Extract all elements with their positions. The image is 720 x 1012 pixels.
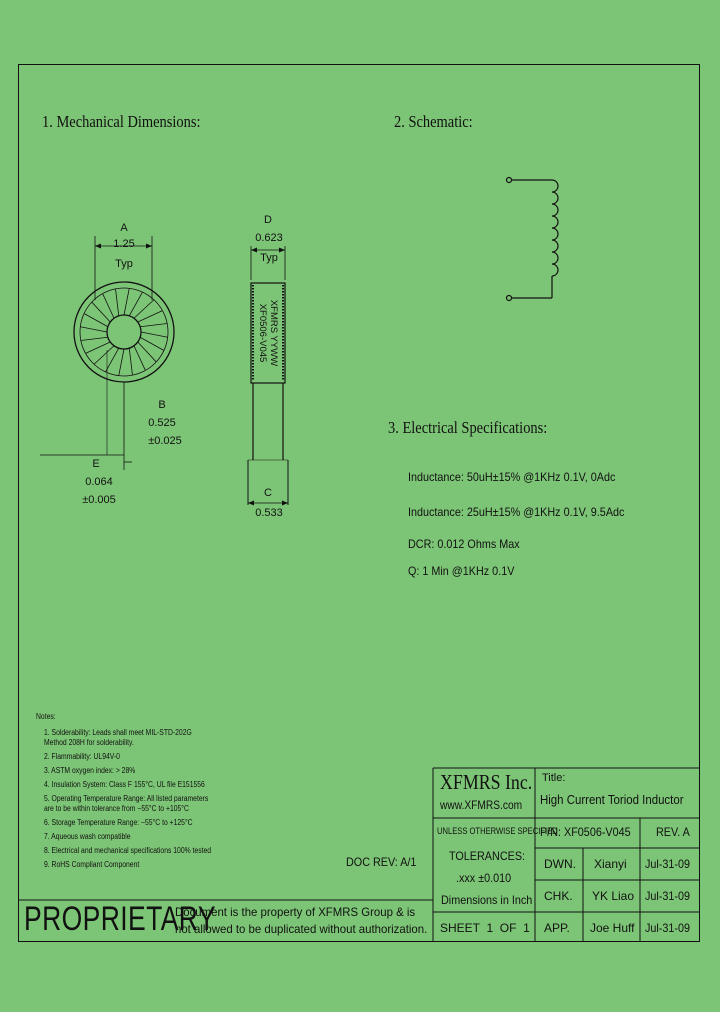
dim-b-label: B	[158, 399, 166, 411]
mechanical-dimensions-title: 1. Mechanical Dimensions:	[42, 112, 201, 131]
dim-e-tolerance: ±0.005	[82, 494, 116, 506]
toroid-top-view	[74, 282, 174, 382]
title-label: Title:	[542, 772, 566, 784]
spec-inductance-0adc: Inductance: 50uH±15% @1KHz 0.1V, 0Adc	[408, 470, 616, 484]
winding-line	[119, 349, 124, 376]
dim-b-tolerance: ±0.025	[148, 435, 182, 447]
winding-line	[138, 311, 163, 322]
dim-e-value: 0.064	[85, 476, 113, 488]
revision: REV. A	[656, 825, 690, 839]
note-item: Method 208H for solderability.	[44, 738, 134, 747]
dim-d-typ: Typ	[260, 252, 278, 264]
winding-line	[124, 288, 129, 315]
note-item: 3. ASTM oxygen index: > 28%	[44, 766, 136, 775]
dimensions-units: Dimensions in Inch	[441, 893, 533, 907]
app-label: APP.	[544, 921, 570, 935]
spec-q: Q: 1 Min @1KHz 0.1V	[408, 564, 515, 578]
app-name: Joe Huff	[590, 921, 635, 935]
inductor-schematic	[507, 178, 559, 301]
proprietary-label: PROPRIETARY	[24, 900, 216, 938]
schematic-title: 2. Schematic:	[394, 112, 473, 131]
note-item: 4. Insulation System: Class F 155°C, UL file E151556	[44, 780, 205, 789]
company-name: XFMRS Inc.	[440, 770, 533, 794]
dim-d-label: D	[264, 214, 272, 226]
app-date: Jul-31-09	[645, 921, 691, 935]
document-title: High Current Toriod Inductor	[540, 792, 684, 807]
company-website: www.XFMRS.com	[440, 798, 523, 812]
winding-line	[129, 348, 132, 375]
chk-date: Jul-31-09	[645, 889, 691, 903]
note-item: 5. Operating Temperature Range: All listed parameters	[44, 794, 209, 803]
proprietary-line2: not allowed to be duplicated without authorization.	[175, 922, 428, 936]
tolerances-label: TOLERANCES:	[449, 849, 526, 863]
proprietary-line1: Document is the property of XFMRS Group & is	[175, 905, 416, 919]
dim-d-value: 0.623	[255, 232, 283, 244]
dim-b-value: 0.525	[148, 417, 176, 429]
winding-line	[86, 342, 111, 353]
note-item: 8. Electrical and mechanical specifications 100% tested	[44, 846, 212, 855]
electrical-specifications-title: 3. Electrical Specifications:	[388, 418, 548, 437]
note-item: 1. Solderability: Leads shall meet MIL-STD-202G	[44, 728, 192, 737]
dim-e-label: E	[92, 458, 100, 470]
winding-line	[103, 294, 114, 319]
notes-list	[44, 728, 241, 870]
note-item: are to be within tolerance from −55°C to +105°C	[44, 804, 189, 813]
dim-a-label: A	[120, 222, 128, 234]
winding-line	[81, 337, 108, 340]
note-item: 7. Aqueous wash compatible	[44, 832, 131, 841]
dim-a-typ: Typ	[115, 258, 133, 270]
winding-line	[134, 346, 145, 371]
spec-dcr: DCR: 0.012 Ohms Max	[408, 537, 520, 551]
unless-specified: UNLESS OTHERWISE SPECIFIED	[437, 826, 558, 837]
winding-line	[141, 332, 168, 337]
chk-label: CHK.	[544, 889, 573, 903]
winding-line	[116, 289, 119, 316]
dwn-label: DWN.	[544, 857, 576, 871]
part-marking-line2: XF0506-V045	[257, 303, 268, 363]
dwn-name: Xianyi	[594, 857, 627, 871]
winding-line	[80, 327, 107, 332]
note-item: 9. RoHS Compliant Component	[44, 860, 140, 869]
part-marking	[257, 283, 279, 383]
dim-c-label: C	[264, 487, 272, 499]
spec-inductance-9-5adc: Inductance: 25uH±15% @1KHz 0.1V, 9.5Adc	[408, 505, 625, 519]
note-item: 6. Storage Temperature Range: −55°C to +125°C	[44, 818, 193, 827]
chk-name: YK Liao	[592, 889, 635, 903]
part-marking-line1: XFMRS YYWW	[268, 299, 279, 367]
dim-a-value: 1.25	[113, 238, 135, 250]
doc-revision: DOC REV: A/1	[346, 855, 417, 869]
part-number: P/N: XF0506-V045	[540, 825, 631, 839]
winding-line	[140, 324, 167, 327]
dwn-date: Jul-31-09	[645, 857, 691, 871]
sheet-number: SHEET 1 OF 1	[440, 921, 530, 935]
tolerance-value: .xxx ±0.010	[456, 871, 512, 885]
notes-title: Notes:	[36, 712, 56, 721]
note-item: 2. Flammability: UL94V-0	[44, 752, 120, 761]
dim-c-value: 0.533	[255, 507, 283, 519]
